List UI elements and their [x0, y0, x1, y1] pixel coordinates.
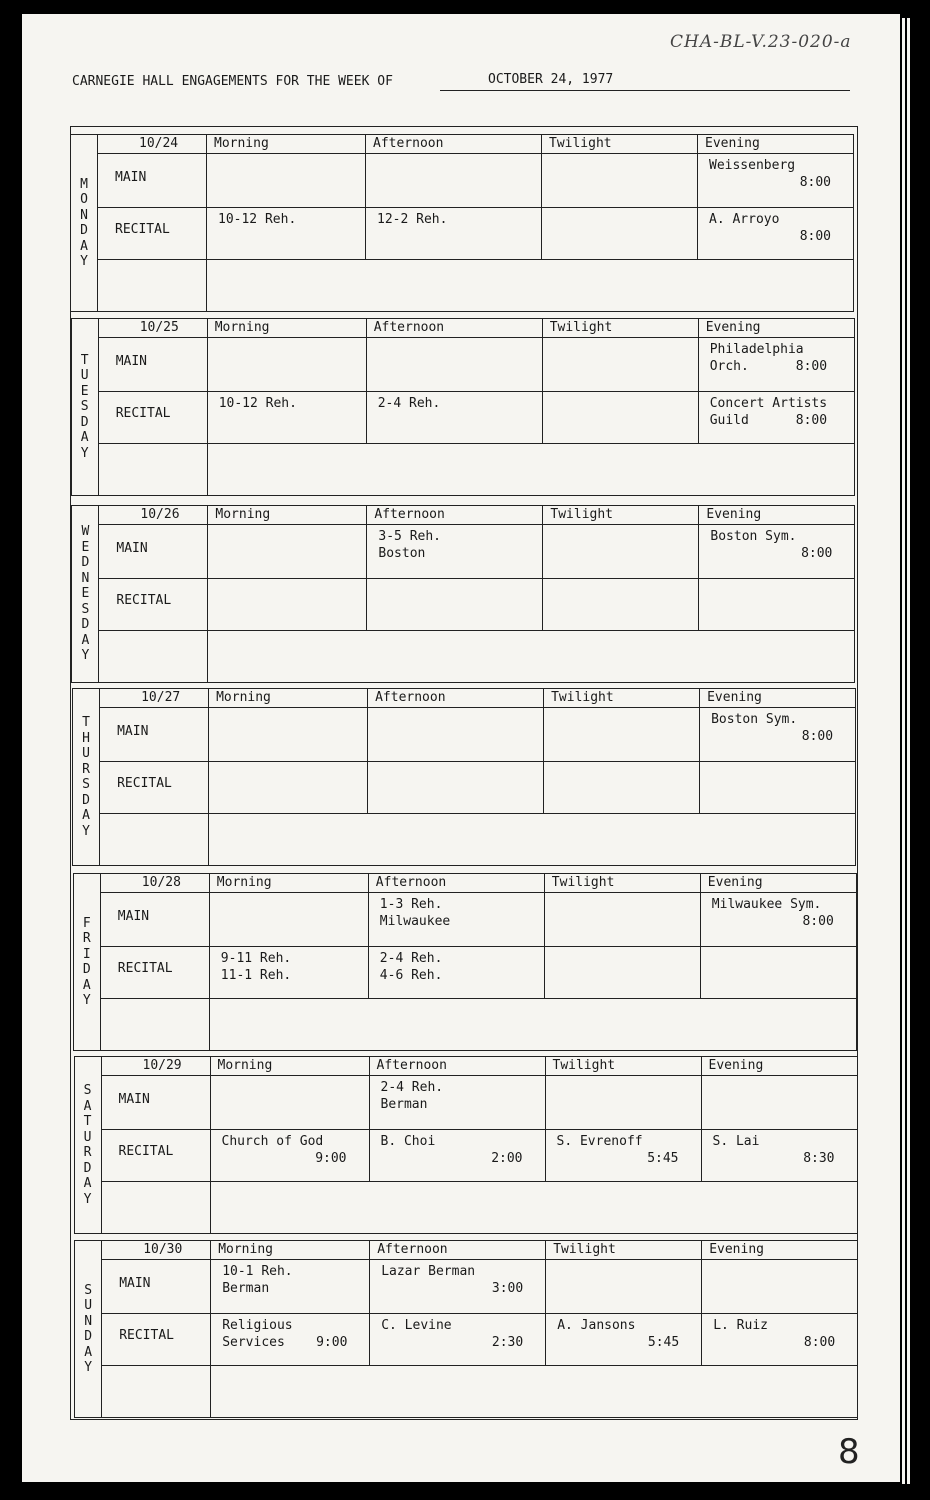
row-label-main: MAIN	[117, 724, 149, 739]
main-evening-line-1: Weissenberg	[709, 158, 796, 173]
row-label-main: MAIN	[117, 909, 150, 924]
recital-evening-line-1: S. Lai	[712, 1134, 760, 1149]
recital-evening-line-2: Guild 8:00	[709, 413, 828, 428]
recital-morning-line-2: Services 9:00	[222, 1335, 348, 1350]
column-divider	[698, 506, 699, 630]
column-header-twilight: Twilight	[551, 875, 615, 890]
column-header-evening: Evening	[709, 1242, 764, 1257]
column-header-evening: Evening	[706, 507, 762, 522]
column-header-morning: Morning	[214, 320, 270, 335]
main-afternoon-line-1: 3-5 Reh.	[378, 529, 442, 544]
column-header-afternoon: Afternoon	[375, 875, 447, 890]
column-divider	[368, 874, 369, 998]
recital-evening-line-2: 8:30	[803, 1151, 835, 1166]
recital-evening-line-1: L. Ruiz	[713, 1318, 768, 1333]
day-name-vertical: W E D N E S D A Y	[72, 506, 99, 682]
main-evening-line-1: Milwaukee Sym.	[711, 897, 822, 912]
column-header-afternoon: Afternoon	[376, 1058, 447, 1073]
main-evening-line-1: Boston Sym.	[710, 529, 797, 544]
column-header-twilight: Twilight	[552, 1058, 616, 1073]
column-divider	[542, 506, 543, 630]
day-block	[73, 873, 857, 1051]
day-block	[72, 688, 856, 866]
recital-afternoon-line-2: 4-6 Reh.	[379, 968, 443, 983]
header-week: OCTOBER 24, 1977	[488, 72, 614, 87]
row-label-main: MAIN	[119, 1276, 151, 1291]
row-divider	[97, 153, 853, 154]
column-header-evening: Evening	[705, 320, 761, 335]
row-divider	[98, 337, 854, 338]
main-evening-line-1: Philadelphia	[709, 342, 804, 357]
row-label-recital: RECITAL	[118, 1144, 174, 1159]
recital-morning-line-1: Religious	[222, 1318, 293, 1333]
day-name-vertical: S U N D A Y	[75, 1241, 102, 1417]
day-date: 10/24	[139, 136, 179, 151]
day-date: 10/29	[142, 1058, 182, 1073]
recital-afternoon-line-1: 2-4 Reh.	[379, 951, 443, 966]
day-block	[70, 134, 854, 312]
day-date: 10/28	[141, 875, 181, 890]
row-divider	[99, 813, 855, 814]
day-name-vertical: M O N D A Y	[71, 135, 98, 311]
day-block	[71, 318, 855, 496]
label-divider	[207, 319, 208, 495]
column-divider	[545, 1057, 546, 1181]
row-divider	[98, 630, 854, 631]
label-divider	[207, 506, 208, 682]
row-divider	[101, 1075, 857, 1076]
column-header-morning: Morning	[214, 136, 269, 151]
row-divider	[101, 1313, 857, 1314]
row-divider	[98, 578, 854, 579]
row-label-recital: RECITAL	[117, 776, 172, 791]
column-divider	[699, 689, 700, 813]
column-divider	[541, 135, 542, 259]
day-block	[71, 505, 855, 683]
main-evening-line-2: 8:00	[802, 914, 834, 929]
day-block	[74, 1240, 858, 1418]
column-divider	[701, 1057, 702, 1181]
column-header-twilight: Twilight	[550, 507, 614, 522]
day-name-vertical: F R I D A Y	[74, 874, 101, 1050]
page-number: 8	[838, 1432, 860, 1472]
column-header-twilight: Twilight	[553, 1242, 616, 1257]
recital-morning-line-1: 9-11 Reh.	[220, 951, 292, 966]
row-label-main: MAIN	[118, 1092, 150, 1107]
column-header-twilight: Twilight	[549, 320, 613, 335]
day-block	[74, 1056, 858, 1234]
row-divider	[99, 707, 855, 708]
day-date: 10/30	[143, 1242, 183, 1257]
recital-afternoon-line-1: 2-4 Reh.	[377, 396, 441, 411]
label-divider	[206, 135, 207, 311]
recital-evening-line-1: Concert Artists	[709, 396, 828, 411]
main-evening-line-2: 8:00	[799, 175, 831, 190]
column-header-morning: Morning	[217, 1058, 273, 1073]
recital-afternoon-line-1: B. Choi	[380, 1134, 436, 1149]
main-afternoon-line-2: 3:00	[491, 1281, 524, 1296]
row-label-recital: RECITAL	[117, 961, 173, 976]
recital-twilight-line-1: A. Jansons	[557, 1318, 636, 1333]
column-divider	[543, 689, 544, 813]
row-divider	[97, 259, 853, 260]
row-divider	[98, 443, 854, 444]
row-label-main: MAIN	[115, 354, 147, 369]
main-evening-line-2: 8:00	[801, 729, 834, 744]
row-divider	[99, 761, 855, 762]
page-edge	[907, 18, 910, 1484]
column-header-afternoon: Afternoon	[373, 136, 444, 151]
recital-evening-line-2: 8:00	[803, 1335, 836, 1350]
column-header-afternoon: Afternoon	[373, 320, 445, 335]
main-afternoon-line-2: Boston	[378, 546, 426, 561]
row-label-recital: RECITAL	[115, 222, 170, 237]
column-divider	[697, 135, 698, 259]
column-divider	[544, 874, 545, 998]
column-divider	[700, 874, 701, 998]
column-divider	[545, 1241, 546, 1365]
main-morning-line-2: Berman	[222, 1281, 270, 1296]
label-divider	[210, 1057, 211, 1233]
day-date: 10/27	[141, 690, 181, 705]
recital-morning-line-1: 10-12 Reh.	[218, 212, 297, 227]
label-divider	[209, 874, 210, 1050]
main-morning-line-1: 10-1 Reh.	[222, 1264, 293, 1279]
row-divider	[100, 892, 856, 893]
column-header-morning: Morning	[218, 1242, 273, 1257]
recital-morning-line-1: Church of God	[221, 1134, 324, 1149]
column-divider	[698, 319, 699, 443]
column-header-afternoon: Afternoon	[377, 1242, 448, 1257]
row-divider	[101, 1365, 857, 1366]
recital-afternoon-line-1: C. Levine	[381, 1318, 452, 1333]
column-header-morning: Morning	[216, 875, 272, 890]
column-divider	[369, 1241, 370, 1365]
label-divider	[210, 1241, 211, 1417]
row-divider	[98, 391, 854, 392]
recital-afternoon-line-2: 2:00	[491, 1151, 523, 1166]
row-divider	[100, 998, 856, 999]
row-label-recital: RECITAL	[119, 1328, 174, 1343]
column-header-afternoon: Afternoon	[374, 507, 445, 522]
page-edge	[902, 18, 905, 1484]
main-afternoon-line-2: Berman	[380, 1097, 428, 1112]
recital-morning-line-2: 9:00	[315, 1151, 347, 1166]
recital-morning-line-1: 10-12 Reh.	[218, 396, 297, 411]
row-divider	[101, 1181, 857, 1182]
row-label-recital: RECITAL	[115, 406, 171, 421]
recital-evening-line-1: A. Arroyo	[709, 212, 780, 227]
header-title: CARNEGIE HALL ENGAGEMENTS FOR THE WEEK OF	[72, 74, 393, 89]
row-divider	[100, 946, 856, 947]
main-evening-line-2: Orch. 8:00	[709, 359, 828, 374]
column-divider	[369, 1057, 370, 1181]
main-afternoon-line-1: 2-4 Reh.	[380, 1080, 444, 1095]
archive-annotation: CHA-BL-V.23-020-a	[670, 32, 852, 52]
day-date: 10/26	[140, 507, 180, 522]
column-divider	[542, 319, 543, 443]
recital-afternoon-line-2: 2:30	[491, 1335, 524, 1350]
column-header-evening: Evening	[707, 875, 763, 890]
column-divider	[701, 1241, 702, 1365]
recital-morning-line-2: 11-1 Reh.	[220, 968, 292, 983]
recital-twilight-line-2: 5:45	[647, 1335, 680, 1350]
column-header-twilight: Twilight	[551, 690, 614, 705]
column-header-evening: Evening	[705, 136, 760, 151]
recital-afternoon-line-1: 12-2 Reh.	[377, 212, 448, 227]
row-divider	[97, 207, 853, 208]
column-header-morning: Morning	[215, 507, 271, 522]
main-evening-line-1: Boston Sym.	[711, 712, 798, 727]
column-header-morning: Morning	[216, 690, 271, 705]
main-afternoon-line-1: Lazar Berman	[381, 1264, 476, 1279]
day-date: 10/25	[139, 320, 179, 335]
column-divider	[365, 135, 366, 259]
day-name-vertical: S A T U R D A Y	[75, 1057, 102, 1233]
column-divider	[366, 319, 367, 443]
column-header-afternoon: Afternoon	[375, 690, 446, 705]
row-divider	[98, 524, 854, 525]
row-label-recital: RECITAL	[116, 593, 172, 608]
main-afternoon-line-2: Milwaukee	[379, 914, 451, 929]
column-divider	[367, 689, 368, 813]
column-header-evening: Evening	[708, 1058, 764, 1073]
row-label-main: MAIN	[115, 170, 147, 185]
column-divider	[366, 506, 367, 630]
day-name-vertical: T H U R S D A Y	[73, 689, 100, 865]
row-label-main: MAIN	[116, 541, 148, 556]
column-header-twilight: Twilight	[549, 136, 612, 151]
recital-twilight-line-1: S. Evrenoff	[556, 1134, 643, 1149]
row-divider	[101, 1259, 857, 1260]
recital-evening-line-2: 8:00	[799, 229, 831, 244]
label-divider	[208, 689, 209, 865]
main-afternoon-line-1: 1-3 Reh.	[379, 897, 443, 912]
column-header-evening: Evening	[707, 690, 762, 705]
row-divider	[101, 1129, 857, 1130]
recital-twilight-line-2: 5:45	[647, 1151, 679, 1166]
header-underline	[440, 90, 850, 91]
main-evening-line-2: 8:00	[801, 546, 833, 561]
day-name-vertical: T U E S D A Y	[72, 319, 99, 495]
